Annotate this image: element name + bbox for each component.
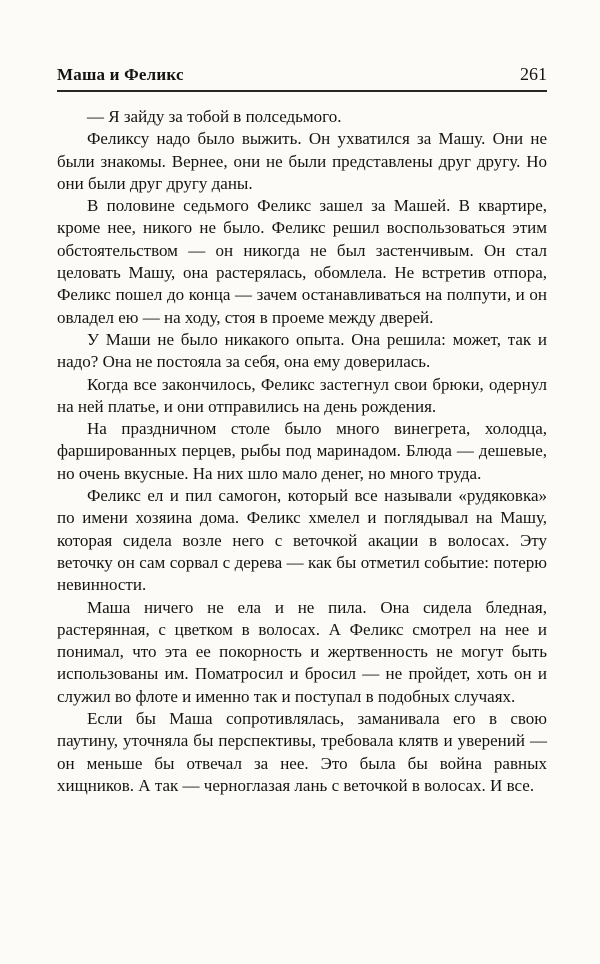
page-content bbox=[57, 64, 547, 797]
running-title: Маша и Феликс bbox=[57, 65, 184, 84]
page-number: 261 bbox=[520, 64, 547, 84]
paragraph: Маша ничего не ела и не пила. Она сидела бледная, растерянная, с цветком в волосах. А Феликс смотрел на нее и понимал, что эта ее покорность и жертвенность не могут быть использованы им. Поматросил и бросил — не пройдет, хоть он и служил во флоте и именно так и поступал в подобных случаях. bbox=[57, 597, 547, 706]
paragraph: — Я зайду за тобой в полседьмого. bbox=[87, 107, 342, 126]
paragraph: В половине седьмого Феликс зашел за Машей. В квартире, кроме нее, никого не было. Феликс решил воспользоваться этим обстоятельством — он никогда не был застенчивым. Он стал целовать Машу, она растерялась, обомлела. Не встретив отпора, Феликс пошел до конца — зачем останавливаться на полпути, и он овладел ею — на ходу, стоя в проеме между дверей. bbox=[57, 196, 547, 327]
paragraph: У Маши не было никакого опыта. Она решила: может, так и надо? Она не постояла за себя, она ему доверилась. bbox=[57, 329, 547, 372]
body-text bbox=[57, 106, 547, 797]
paragraph: На праздничном столе было много винегрета, холодца, фаршированных перцев, рыбы под маринадом. Блюда — дешевые, но очень вкусные. На них шло мало денег, но много труда. bbox=[57, 419, 547, 483]
paragraph: Если бы Маша сопротивлялась, заманивала его в свою паутину, уточняла бы перспективы, требовала клятв и уверений — он меньше бы отвечал за нее. Это была бы война равных хищников. А так — черноглазая лань с веточкой в волосах. И все. bbox=[57, 709, 547, 795]
page-header bbox=[57, 64, 547, 92]
paragraph: Когда все закончилось, Феликс застегнул свои брюки, одернул на ней платье, и они отправились на день рождения. bbox=[57, 374, 547, 416]
paragraph: Феликсу надо было выжить. Он ухватился за Машу. Они не были знакомы. Вернее, они не были представлены друг другу. Но они были друг другу даны. bbox=[57, 129, 547, 193]
paragraph: Феликс ел и пил самогон, который все называли «рудяковка» по имени хозяина дома. Феликс хмелел и поглядывал на Машу, которая сидела возле него с веточкой акации в волосах. Эту веточку он сам сорвал с дерева — как бы отметил событие: потерю невинности. bbox=[57, 486, 547, 595]
